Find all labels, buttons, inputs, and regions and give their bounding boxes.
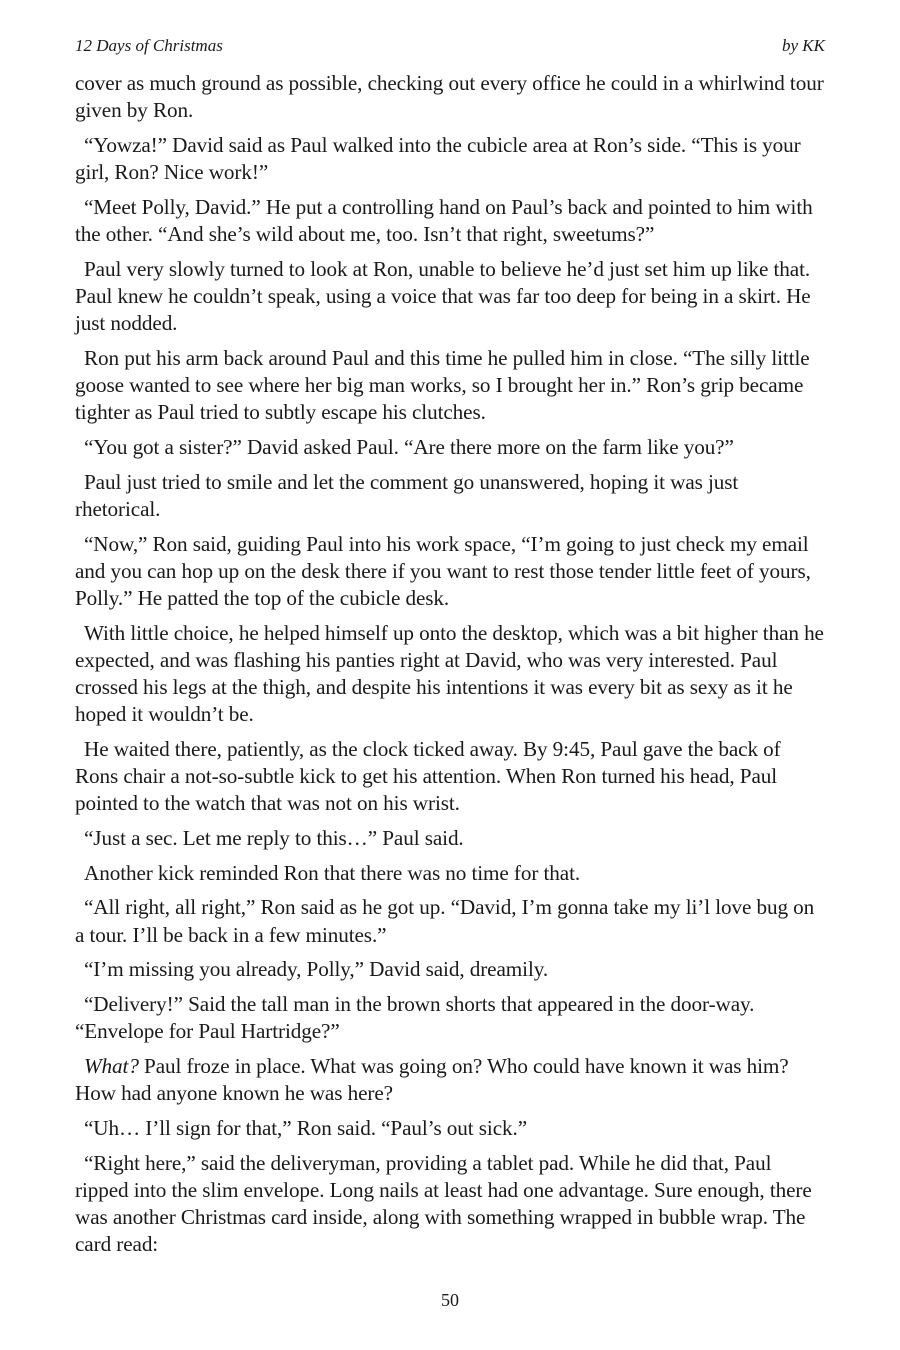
paragraph: “All right, all right,” Ron said as he got up. “David, I’m gonna take my li’l love bug on a tour. I’ll be back in a few minutes.”	[75, 895, 815, 947]
book-title: 12 Days of Christmas	[75, 36, 223, 55]
page-number: 50	[441, 1290, 459, 1310]
italic-lead-word: What?	[84, 1054, 139, 1078]
paragraph: “Just a sec. Let me reply to this…” Paul said.	[84, 826, 464, 851]
author-credit: by KK	[782, 36, 825, 55]
paragraph: Ron put his arm back around Paul and this time he pulled him in close. “The silly little goose wanted to see where her big man works, so I brought her in.” Ron’s grip became tighter as Paul tried to subtly escape his clutches.	[75, 345, 810, 425]
paragraph: “You got a sister?” David asked Paul. “Are there more on the farm like you?”	[84, 434, 734, 459]
paragraph: cover as much ground as possible, checking out every office he could in a whirlwind tour given by Ron.	[75, 71, 824, 123]
paragraph: “Right here,” said the deliveryman, providing a tablet pad. While he did that, Paul ripped into the slim envelope. Long nails at least had one advantage. Sure enough, there was another Christmas card inside, along with something wrapped in bubble wrap. The card read:	[75, 1150, 812, 1257]
body-text	[75, 70, 827, 1266]
paragraph: “I’m missing you already, Polly,” David said, dreamily.	[84, 957, 549, 982]
paragraph	[75, 1053, 827, 1107]
paragraph: With little choice, he helped himself up onto the desktop, which was a bit higher than he expected, and was flashing his panties right at David, who was very interested. Paul crossed his legs at the thigh, and despite his intentions it was every bit as sexy as it he hoped it wouldn’t be.	[75, 620, 824, 727]
paragraph: “Now,” Ron said, guiding Paul into his work space, “I’m going to just check my email and you can hop up on the desk there if you want to rest those tender little feet of yours, Polly.” He patted the top of the cubicle desk.	[75, 531, 811, 610]
paragraph: Paul very slowly turned to look at Ron, unable to believe he’d just set him up like that. Paul knew he couldn’t speak, using a voice that was far too deep for being in a skirt. He just nodded.	[75, 256, 811, 336]
paragraph: “Uh… I’ll sign for that,” Ron said. “Paul’s out sick.”	[84, 1115, 527, 1140]
paragraph: “Delivery!” Said the tall man in the brown shorts that appeared in the door-way. “Envelope for Paul Hartridge?”	[75, 992, 755, 1044]
paragraph: He waited there, patiently, as the clock ticked away. By 9:45, Paul gave the back of Rons chair a not-so-subtle kick to get his attention. When Ron turned his head, Paul pointed to the watch that was not on his wrist.	[75, 736, 781, 816]
paragraph: “Yowza!” David said as Paul walked into the cubicle area at Ron’s side. “This is your girl, Ron? Nice work!”	[75, 132, 801, 185]
paragraph: “Meet Polly, David.” He put a controlling hand on Paul’s back and pointed to him with the other. “And she’s wild about me, too. Isn’t that right, sweetums?”	[75, 194, 813, 247]
paragraph: Another kick reminded Ron that there was no time for that.	[84, 860, 581, 885]
paragraph: Paul just tried to smile and let the comment go unanswered, hoping it was just rhetorical.	[75, 469, 739, 521]
paragraph-text: Paul froze in place. What was going on? Who could have known it was him? How had anyone known he was here?	[75, 1054, 789, 1106]
running-header	[75, 36, 825, 58]
